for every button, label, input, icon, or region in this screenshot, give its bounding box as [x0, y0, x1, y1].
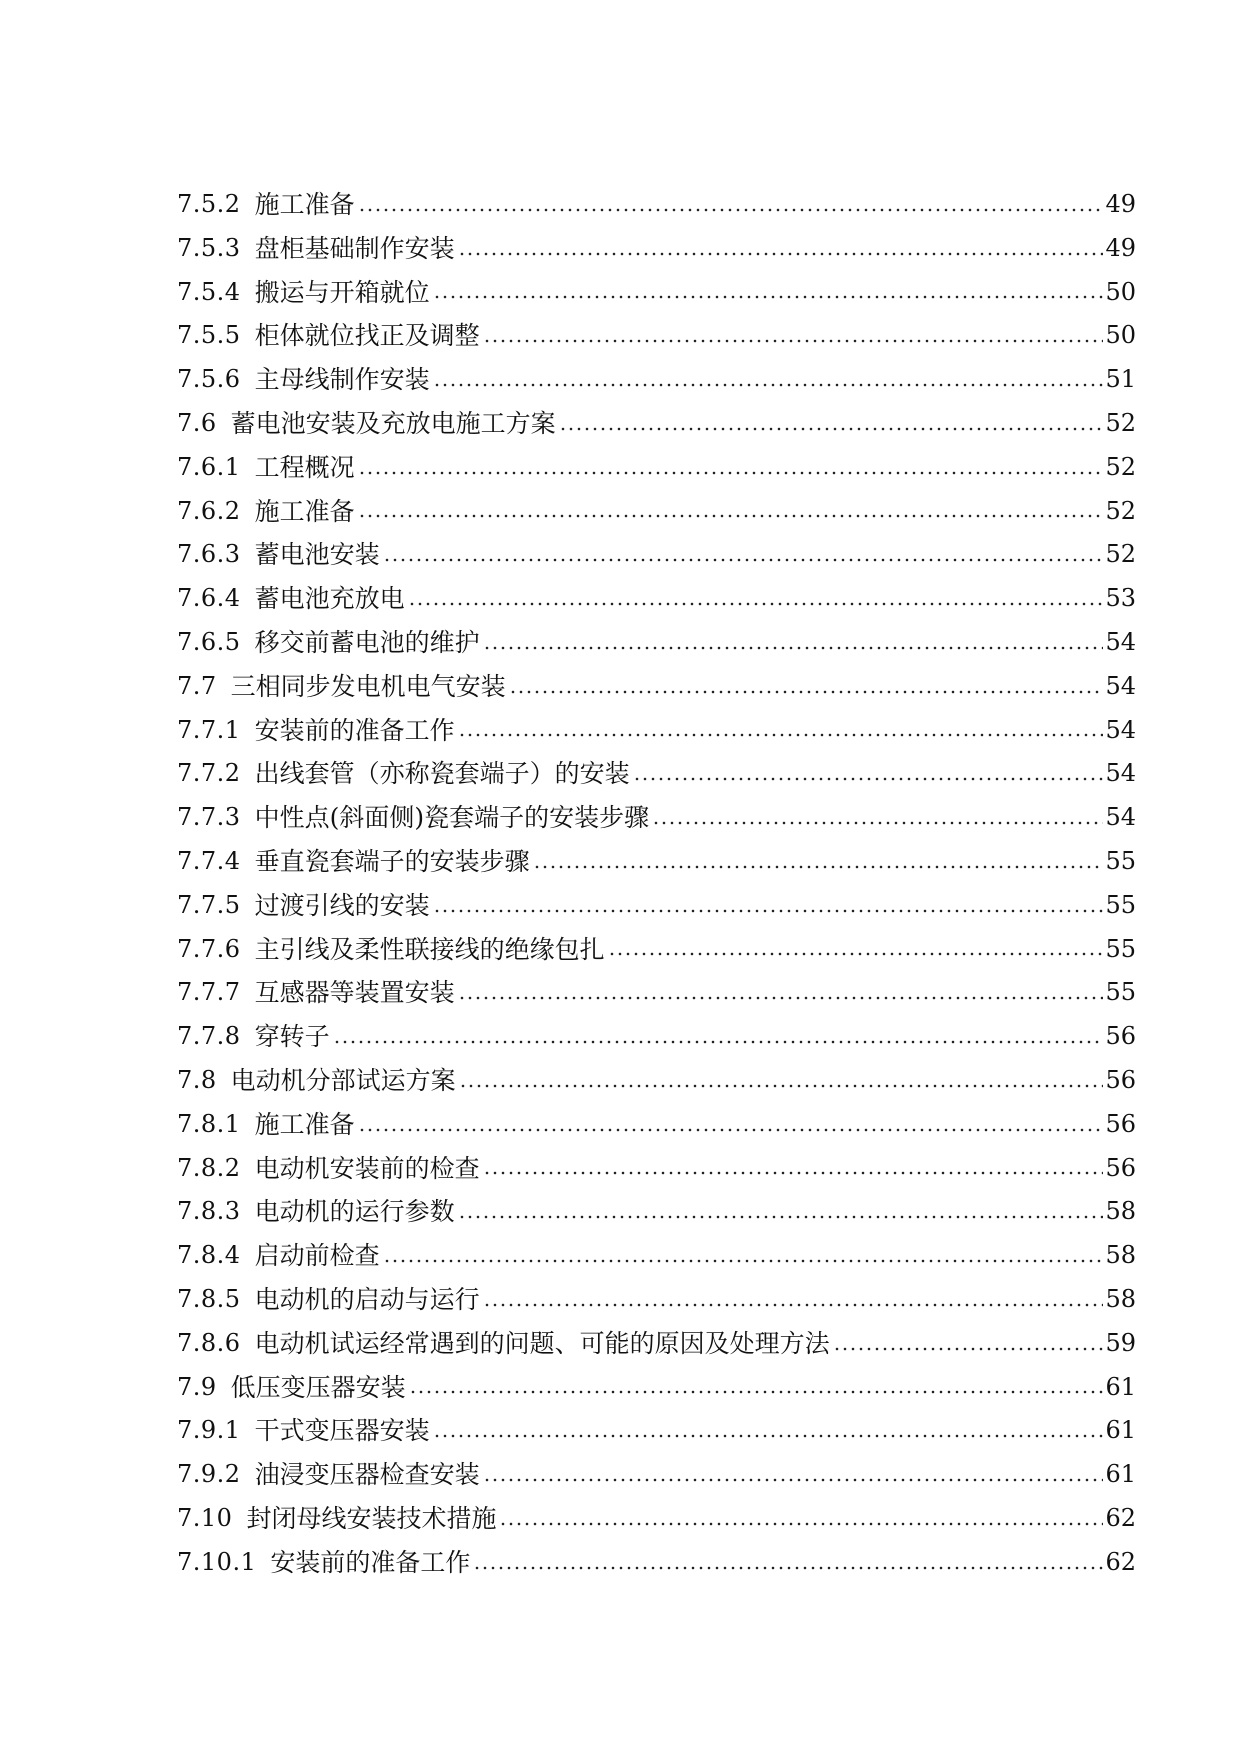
toc-entry — [177, 665, 1136, 709]
dot-leader — [533, 865, 1104, 869]
toc-entry-page: 54 — [1105, 671, 1136, 700]
toc-entry — [177, 227, 1136, 271]
toc-entry-title: 施工准备 — [254, 1109, 355, 1139]
toc-entry-page: 52 — [1105, 540, 1136, 569]
dot-leader — [483, 646, 1104, 650]
dot-leader — [499, 1522, 1103, 1526]
dot-leader — [458, 252, 1104, 256]
dot-leader — [358, 471, 1104, 475]
toc-entry-title: 施工准备 — [254, 190, 355, 219]
toc-entry-number: 7.8.4 — [177, 1241, 241, 1270]
toc-entry-page: 55 — [1105, 978, 1136, 1007]
toc-entry — [177, 709, 1136, 753]
dot-leader — [608, 952, 1104, 956]
toc-entry-number: 7.5.6 — [177, 365, 241, 394]
toc-entry-title: 封闭母线安装技术措施 — [246, 1503, 497, 1533]
toc-entry-number: 7.5.2 — [177, 190, 241, 218]
dot-leader — [833, 1347, 1104, 1351]
toc-entry — [177, 971, 1136, 1015]
dot-leader — [409, 1390, 1104, 1394]
toc-entry-page: 49 — [1105, 233, 1136, 262]
toc-entry — [177, 577, 1136, 621]
dot-leader — [483, 1478, 1104, 1482]
toc-entry-number: 7.9.2 — [177, 1460, 241, 1489]
toc-entry — [177, 1541, 1136, 1585]
toc-entry-page: 56 — [1105, 1109, 1136, 1138]
toc-entry — [177, 490, 1136, 534]
toc-entry-number: 7.8.6 — [177, 1328, 241, 1357]
toc-entry — [177, 1147, 1136, 1191]
toc-entry-title: 主引线及柔性联接线的绝缘包扎 — [254, 934, 605, 964]
toc-entry-page: 53 — [1105, 584, 1136, 613]
toc-entry-title: 电动机分部试运方案 — [230, 1065, 456, 1095]
toc-entry-title: 蓄电池安装及充放电施工方案 — [230, 408, 556, 438]
toc-entry-title: 搬运与开箱就位 — [254, 277, 430, 307]
dot-leader — [358, 1128, 1104, 1132]
toc-entry-title: 移交前蓄电池的维护 — [254, 627, 480, 657]
toc-entry-page: 62 — [1105, 1503, 1136, 1532]
dot-leader — [652, 821, 1103, 825]
toc-entry-title: 启动前检查 — [254, 1241, 380, 1271]
dot-leader — [433, 1434, 1104, 1438]
dot-leader — [433, 383, 1104, 387]
toc-entry — [177, 446, 1136, 490]
toc-entry-page: 51 — [1105, 365, 1136, 394]
toc-entry-page: 58 — [1105, 1241, 1136, 1270]
toc-entry-page: 58 — [1105, 1197, 1136, 1226]
toc-entry-page: 49 — [1105, 190, 1136, 218]
dot-leader — [433, 909, 1104, 913]
toc-entry-number: 7.10 — [177, 1503, 233, 1532]
toc-entry-title: 油浸变压器检查安装 — [254, 1460, 480, 1490]
toc-entry-number: 7.7.8 — [177, 1022, 241, 1051]
toc-entry-page: 52 — [1105, 496, 1136, 525]
toc-entry-title: 出线套管（亦称瓷套端子）的安装 — [254, 759, 630, 789]
table-of-contents — [177, 183, 1136, 1585]
toc-entry-page: 52 — [1105, 452, 1136, 481]
toc-entry-title: 盘柜基础制作安装 — [254, 233, 455, 263]
dot-leader — [483, 1171, 1104, 1175]
toc-entry-title: 蓄电池充放电 — [254, 584, 405, 614]
toc-entry-page: 55 — [1105, 934, 1136, 963]
toc-entry-title: 互感器等装置安装 — [254, 978, 455, 1008]
dot-leader — [358, 208, 1104, 212]
toc-entry-title: 电动机试运经常遇到的问题、可能的原因及处理方法 — [254, 1328, 830, 1358]
toc-entry-number: 7.6.2 — [177, 496, 241, 525]
toc-entry-title: 低压变压器安装 — [230, 1372, 406, 1402]
dot-leader — [333, 1040, 1104, 1044]
toc-entry-number: 7.6.3 — [177, 540, 241, 569]
toc-entry — [177, 796, 1136, 840]
toc-entry — [177, 1190, 1136, 1234]
toc-entry-page: 61 — [1105, 1416, 1136, 1445]
toc-entry — [177, 1234, 1136, 1278]
toc-entry — [177, 1497, 1136, 1541]
toc-entry — [177, 1103, 1136, 1147]
toc-entry-title: 安装前的准备工作 — [254, 715, 455, 745]
toc-entry-number: 7.7.6 — [177, 934, 241, 963]
toc-entry-number: 7.5.5 — [177, 321, 241, 350]
toc-entry-number: 7.9 — [177, 1372, 217, 1401]
toc-entry-title: 柜体就位找正及调整 — [254, 321, 480, 351]
toc-entry-title: 电动机的启动与运行 — [254, 1284, 480, 1314]
dot-leader — [509, 690, 1104, 694]
toc-entry-number: 7.6.1 — [177, 452, 241, 481]
toc-entry-number: 7.10.1 — [177, 1547, 257, 1576]
toc-entry-title: 中性点(斜面侧)瓷套端子的安装步骤 — [254, 803, 650, 833]
toc-entry-title: 干式变压器安装 — [254, 1416, 430, 1446]
toc-entry-page: 50 — [1105, 277, 1136, 306]
dot-leader — [473, 1566, 1103, 1570]
toc-entry-page: 54 — [1105, 803, 1136, 832]
dot-leader — [483, 1303, 1104, 1307]
toc-entry-number: 7.7 — [177, 671, 217, 700]
toc-entry — [177, 402, 1136, 446]
toc-entry-title: 电动机安装前的检查 — [254, 1153, 480, 1183]
toc-entry-number: 7.7.4 — [177, 846, 241, 875]
toc-entry-page: 61 — [1105, 1460, 1136, 1489]
dot-leader — [458, 1215, 1104, 1219]
toc-entry-number: 7.6 — [177, 408, 217, 437]
toc-entry-number: 7.6.4 — [177, 584, 241, 613]
toc-entry-number: 7.7.7 — [177, 978, 241, 1007]
toc-entry-title: 穿转子 — [254, 1022, 330, 1052]
toc-entry-page: 54 — [1105, 759, 1136, 788]
toc-entry-page: 54 — [1105, 715, 1136, 744]
toc-entry-title: 过渡引线的安装 — [254, 890, 430, 920]
toc-entry — [177, 928, 1136, 972]
toc-entry-number: 7.8.3 — [177, 1197, 241, 1226]
toc-entry — [177, 1059, 1136, 1103]
toc-entry-page: 56 — [1105, 1065, 1136, 1094]
toc-entry — [177, 752, 1136, 796]
toc-entry — [177, 358, 1136, 402]
toc-entry — [177, 533, 1136, 577]
toc-entry-title: 工程概况 — [254, 452, 355, 482]
toc-entry-page: 54 — [1105, 627, 1136, 656]
toc-entry-title: 蓄电池安装 — [254, 540, 380, 570]
toc-entry — [177, 1453, 1136, 1497]
toc-entry-page: 50 — [1105, 321, 1136, 350]
toc-entry-number: 7.8.5 — [177, 1284, 241, 1313]
toc-entry — [177, 1409, 1136, 1453]
toc-entry-number: 7.8.2 — [177, 1153, 241, 1182]
dot-leader — [408, 602, 1104, 606]
dot-leader — [358, 514, 1104, 518]
toc-entry-title: 三相同步发电机电气安装 — [230, 671, 506, 701]
toc-entry-title: 安装前的准备工作 — [270, 1547, 471, 1577]
toc-entry — [177, 884, 1136, 928]
dot-leader — [458, 733, 1104, 737]
toc-entry — [177, 840, 1136, 884]
toc-entry — [177, 314, 1136, 358]
dot-leader — [633, 777, 1104, 781]
dot-leader — [483, 339, 1104, 343]
dot-leader — [458, 996, 1104, 1000]
toc-entry-page: 58 — [1105, 1284, 1136, 1313]
toc-entry-page: 62 — [1105, 1547, 1136, 1576]
toc-entry — [177, 621, 1136, 665]
toc-entry-number: 7.5.4 — [177, 277, 241, 306]
toc-entry-number: 7.6.5 — [177, 627, 241, 656]
toc-entry — [177, 1278, 1136, 1322]
toc-entry-page: 56 — [1105, 1153, 1136, 1182]
toc-entry-page: 52 — [1105, 408, 1136, 437]
toc-entry-title: 施工准备 — [254, 496, 355, 526]
toc-entry — [177, 1322, 1136, 1366]
dot-leader — [459, 1084, 1104, 1088]
dot-leader — [559, 427, 1104, 431]
toc-entry-page: 55 — [1105, 846, 1136, 875]
toc-entry-number: 7.8.1 — [177, 1109, 241, 1138]
toc-entry-number: 7.9.1 — [177, 1416, 241, 1445]
dot-leader — [383, 558, 1104, 562]
toc-entry-number: 7.7.3 — [177, 803, 241, 832]
toc-entry-number: 7.5.3 — [177, 233, 241, 262]
toc-entry-title: 主母线制作安装 — [254, 365, 430, 395]
toc-entry-page: 59 — [1105, 1328, 1136, 1357]
toc-entry-title: 电动机的运行参数 — [254, 1197, 455, 1227]
toc-entry — [177, 1366, 1136, 1410]
toc-entry-page: 61 — [1105, 1372, 1136, 1401]
toc-entry-page: 55 — [1105, 890, 1136, 919]
toc-entry — [177, 1015, 1136, 1059]
toc-entry — [177, 271, 1136, 315]
dot-leader — [383, 1259, 1104, 1263]
toc-entry-number: 7.7.2 — [177, 759, 241, 788]
dot-leader — [433, 295, 1104, 299]
toc-entry-title: 垂直瓷套端子的安装步骤 — [254, 846, 530, 876]
toc-entry-number: 7.7.5 — [177, 890, 241, 919]
toc-entry-number: 7.8 — [177, 1065, 217, 1094]
toc-entry — [177, 183, 1136, 227]
toc-entry-number: 7.7.1 — [177, 715, 241, 744]
toc-entry-page: 56 — [1105, 1022, 1136, 1051]
